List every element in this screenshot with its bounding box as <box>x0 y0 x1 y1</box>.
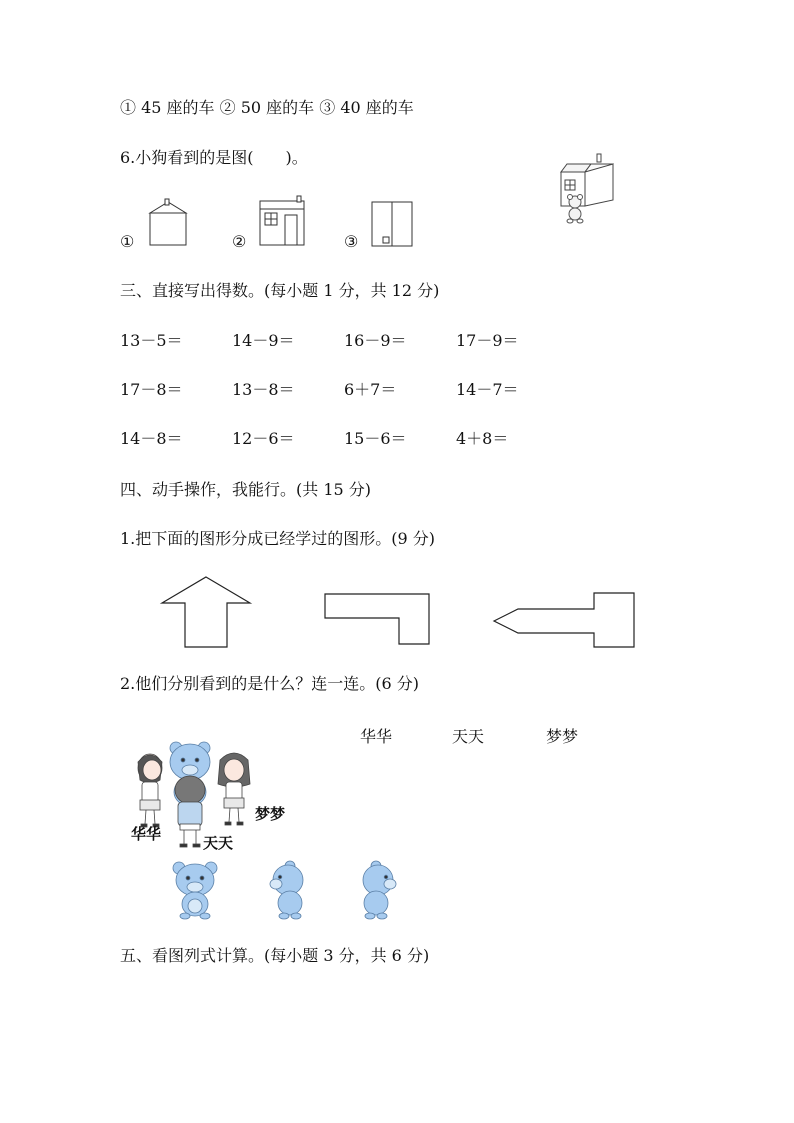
calc-r2-c3: 6＋7＝ <box>344 380 397 399</box>
section3-title: 三、直接写出得数。(每小题 1 分，共 12 分) <box>120 281 440 300</box>
q6-option-1-figure <box>147 198 189 248</box>
section4-q2: 2.他们分别看到的是什么？连一连。(6 分) <box>120 674 420 693</box>
calc-r2-c4: 14－7＝ <box>456 380 519 399</box>
q6-option-2-figure <box>259 195 305 247</box>
scene-label-huahua: 华华 <box>131 825 162 843</box>
calc-r1-c3: 16－9＝ <box>344 331 407 350</box>
shape-arrow-left <box>492 591 636 649</box>
calc-r1-c4: 17－9＝ <box>456 331 519 350</box>
bear-front-view <box>170 860 220 920</box>
calc-r3-c2: 12－6＝ <box>232 429 295 448</box>
calc-r2-c2: 13－8＝ <box>232 380 295 399</box>
scene-label-tiantian: 天天 <box>203 834 234 852</box>
bear-side-view-right <box>268 860 310 920</box>
shape-arrow-up <box>160 575 252 649</box>
q6-question: 6.小狗看到的是图( )。 <box>120 148 308 167</box>
calc-r3-c1: 14－8＝ <box>120 429 183 448</box>
name-tiantian: 天天 <box>452 727 485 746</box>
section4-title: 四、动手操作，我能行。(共 15 分) <box>120 480 372 499</box>
bear-side-view-left <box>356 860 398 920</box>
house-dog-illustration <box>555 150 617 230</box>
shape-l-shape <box>323 592 431 646</box>
calc-r1-c2: 14－9＝ <box>232 331 295 350</box>
q6-option-3-label: ③ <box>344 232 359 251</box>
name-mengmeng: 梦梦 <box>546 727 579 746</box>
calc-r1-c1: 13－5＝ <box>120 331 183 350</box>
q6-option-1-label: ① <box>120 232 135 251</box>
scene-label-mengmeng: 梦梦 <box>255 805 286 823</box>
section5-title: 五、看图列式计算。(每小题 3 分，共 6 分) <box>120 946 430 965</box>
calc-r2-c1: 17－8＝ <box>120 380 183 399</box>
q6-option-3-figure <box>371 201 413 247</box>
name-huahua: 华华 <box>360 727 393 746</box>
calc-r3-c3: 15－6＝ <box>344 429 407 448</box>
section4-q1: 1.把下面的图形分成已经学过的图形。(9 分) <box>120 529 436 548</box>
q5-options: ① 45 座的车 ② 50 座的车 ③ 40 座的车 <box>120 98 414 117</box>
calc-r3-c4: 4＋8＝ <box>456 429 509 448</box>
q6-option-2-label: ② <box>232 232 247 251</box>
